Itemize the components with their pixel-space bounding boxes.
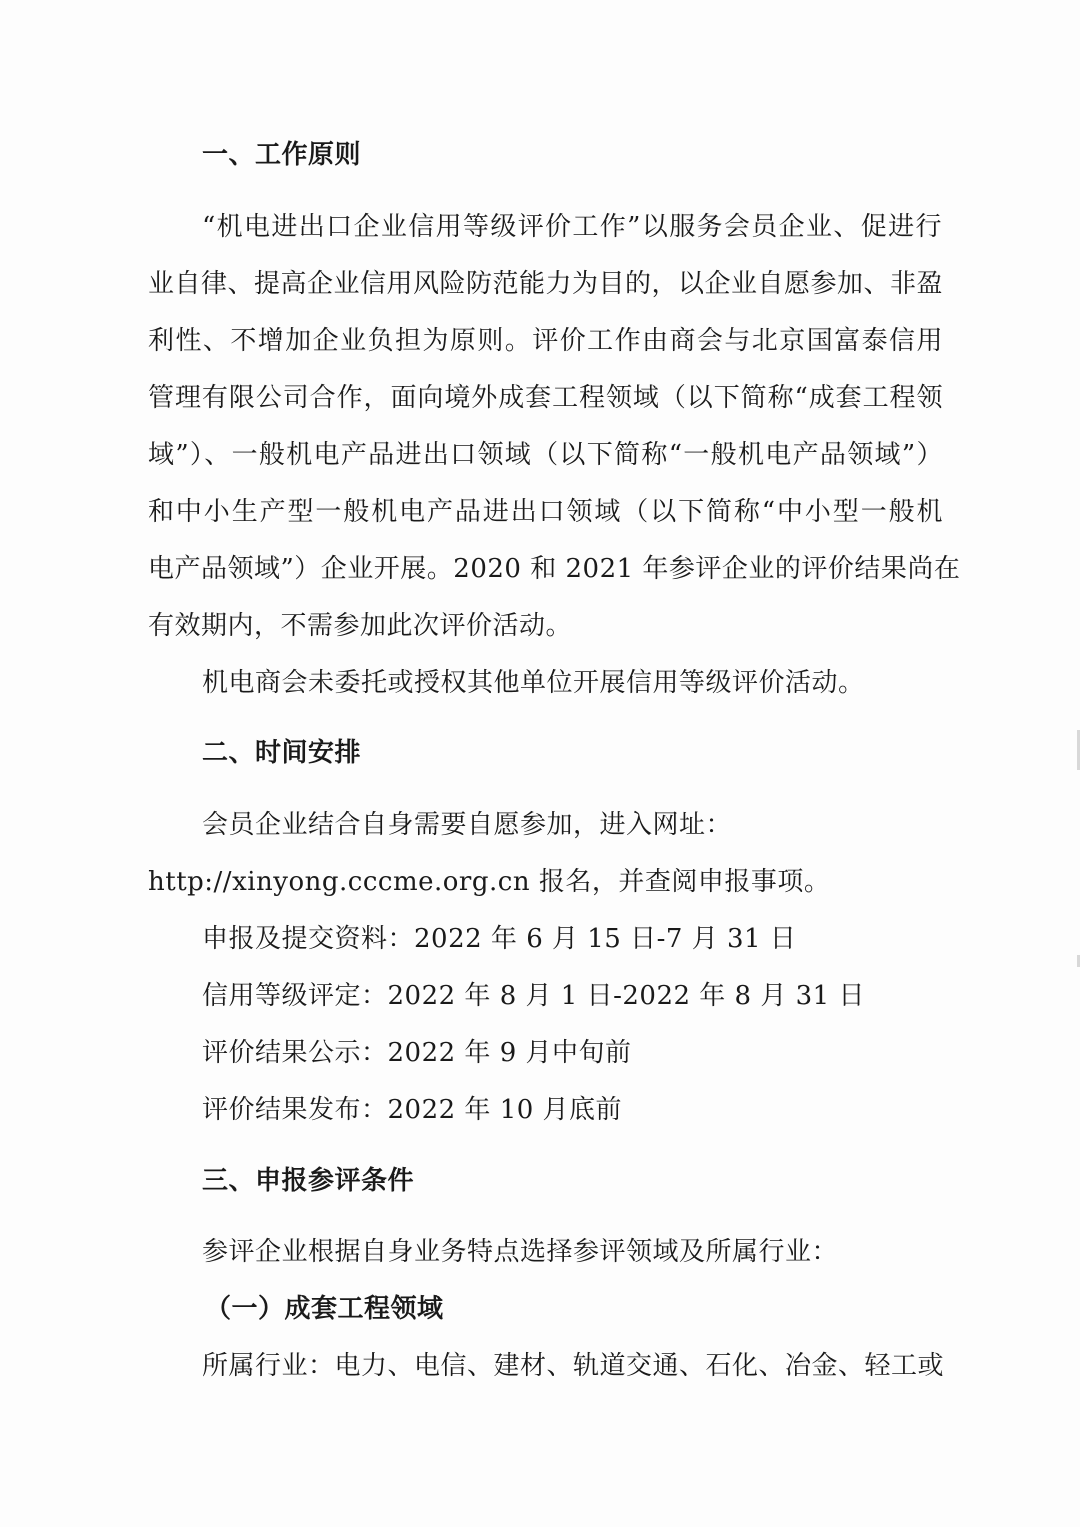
paragraph-line: 参评企业根据自身业务特点选择参评领域及所属行业： — [202, 1237, 839, 1267]
schedule-item: 信用等级评定：2022 年 8 月 1 日-2022 年 8 月 31 日 — [202, 981, 865, 1011]
subsection-heading: （一）成套工程领域 — [205, 1294, 444, 1324]
schedule-item: 评价结果公示：2022 年 9 月中旬前 — [202, 1038, 632, 1068]
paragraph-line: 域”）、一般机电产品进出口领域（以下简称“一般机电产品领域”） — [148, 440, 943, 470]
schedule-item: 申报及提交资料：2022 年 6 月 15 日-7 月 31 日 — [202, 924, 797, 954]
paragraph-line: 和中小生产型一般机电产品进出口领域（以下简称“中小型一般机 — [148, 497, 943, 527]
paragraph-line: 利性、不增加企业负担为原则。评价工作由商会与北京国富泰信用 — [148, 326, 943, 356]
paragraph-line: 电产品领域”）企业开展。2020 和 2021 年参评企业的评价结果尚在 — [148, 554, 961, 584]
paragraph-statement: 机电商会未委托或授权其他单位开展信用等级评价活动。 — [202, 668, 865, 698]
paragraph-line: “机电进出口企业信用等级评价工作”以服务会员企业、促进行 — [202, 212, 942, 242]
section-heading-schedule: 二、时间安排 — [202, 738, 362, 768]
paragraph-line: 所属行业：电力、电信、建材、轨道交通、石化、冶金、轻工或 — [202, 1351, 945, 1381]
schedule-item: 评价结果发布：2022 年 10 月底前 — [202, 1095, 623, 1125]
paragraph-line: 业自律、提高企业信用风险防范能力为目的，以企业自愿参加、非盈 — [148, 269, 944, 299]
website-url-line: http://xinyong.cccme.org.cn 报名，并查阅申报事项。 — [148, 867, 831, 897]
paragraph-line: 会员企业结合自身需要自愿参加，进入网址： — [202, 810, 733, 840]
section-heading-eligibility: 三、申报参评条件 — [202, 1166, 415, 1196]
paragraph-line: 有效期内，不需参加此次评价活动。 — [148, 611, 573, 641]
section-heading-work-principles: 一、工作原则 — [202, 140, 362, 170]
paragraph-line: 管理有限公司合作，面向境外成套工程领域（以下简称“成套工程领 — [148, 383, 943, 413]
